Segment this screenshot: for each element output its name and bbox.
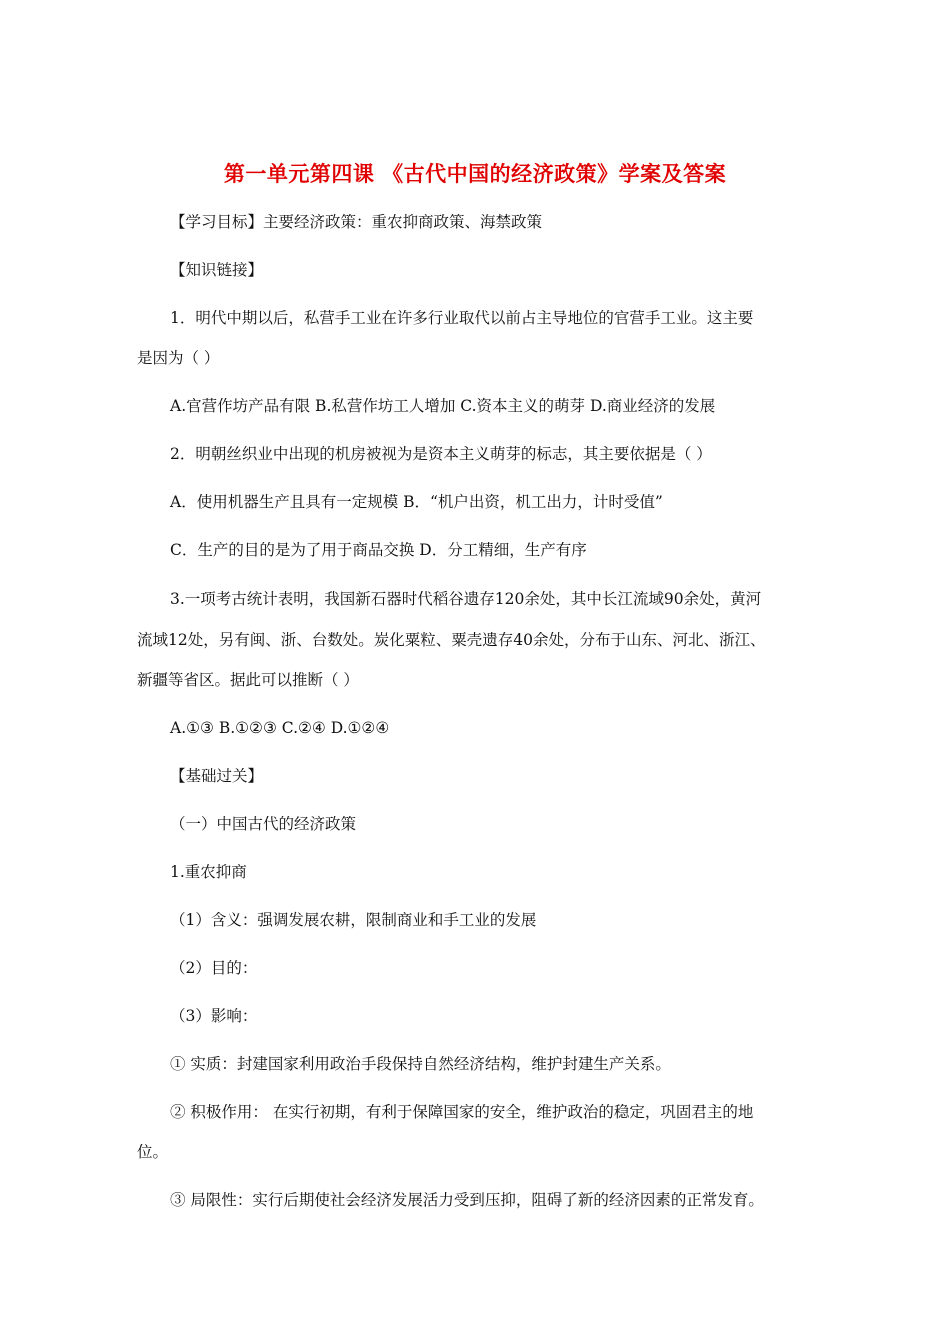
learning-objective: 【学习目标】主要经济政策：重农抑商政策、海禁政策: [170, 213, 543, 231]
subsection-heading: 1.重农抑商: [170, 863, 247, 881]
question-1-line-1: 1．明代中期以后，私营手工业在许多行业取代以前占主导地位的官营手工业。这主要: [170, 309, 754, 327]
basic-header: 【基础过关】: [170, 767, 264, 785]
effect-positive-line-1: ② 积极作用： 在实行初期，有利于保障国家的安全，维护政治的稳定，巩固君主的地: [170, 1103, 754, 1121]
knowledge-link-header: 【知识链接】: [170, 261, 264, 279]
item-purpose: （2）目的：: [170, 959, 258, 977]
question-2-stem: 2．明朝丝织业中出现的机房被视为是资本主义萌芽的标志，其主要依据是（ ）: [170, 445, 712, 463]
section-heading: （一）中国古代的经济政策: [170, 815, 357, 833]
effect-limitation: ③ 局限性：实行后期使社会经济发展活力受到压抑，阻碍了新的经济因素的正常发育。: [170, 1191, 764, 1209]
item-meaning: （1）含义：强调发展农耕，限制商业和手工业的发展: [170, 911, 537, 929]
question-1-line-2: 是因为（ ）: [137, 349, 220, 367]
question-1-options: A.官营作坊产品有限 B.私营作坊工人增加 C.资本主义的萌芽 D.商业经济的发展: [170, 397, 716, 415]
question-3-line-1: 3.一项考古统计表明，我国新石器时代稻谷遗存120余处，其中长江流域90余处，黄河: [170, 590, 762, 608]
question-3-line-3: 新疆等省区。据此可以推断（ ）: [137, 671, 359, 689]
question-3-options: A.①③ B.①②③ C.②④ D.①②④: [170, 719, 390, 737]
effect-positive-line-2: 位。: [137, 1143, 169, 1161]
effect-essence: ① 实质：封建国家利用政治手段保持自然经济结构，维护封建生产关系。: [170, 1055, 671, 1073]
question-2-options-cd: C．生产的目的是为了用于商品交换 D．分工精细，生产有序: [170, 541, 587, 559]
document-title: 第一单元第四课 《古代中国的经济政策》学案及答案: [223, 162, 727, 186]
item-impact: （3）影响：: [170, 1007, 258, 1025]
question-3-line-2: 流域12处，另有闽、浙、台数处。炭化粟粒、粟壳遗存40余处，分布于山东、河北、浙江、: [137, 631, 766, 649]
question-2-options-ab: A．使用机器生产且具有一定规模 B．“机户出资，机工出力，计时受值”: [170, 493, 663, 511]
